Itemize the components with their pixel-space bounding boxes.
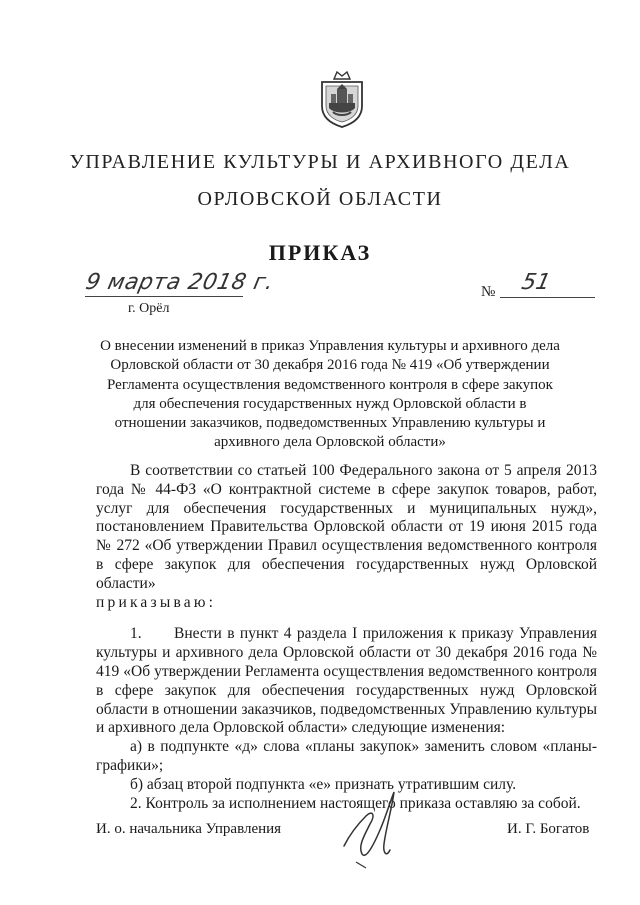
city-label: г. Орёл: [128, 301, 170, 316]
handwritten-date: 9 марта 2018 г.: [83, 270, 277, 295]
handwritten-number: 51: [519, 270, 553, 295]
date-underline: [85, 296, 243, 297]
number-underline: [500, 297, 595, 298]
document-type-title: ПРИКАЗ: [268, 240, 372, 265]
signatory-name: И. Г. Богатов: [507, 821, 590, 837]
item-2: 2. Контроль за исполнением настоящего приказа оставляю за собой.: [130, 794, 581, 812]
order-subject: О внесении изменений в приказ Управления культуры и архивного дела Орловской области от 30 декабря 2016 года № 419 «Об утверждении Регламента осуществления ведомственного контроля в сфере закупок для обеспечения государственных нужд Орловской области в отношении заказчиков, подведомственных Управлению культуры и архивного дела Орловской области»: [100, 338, 560, 451]
order-body: [96, 462, 601, 813]
order-word: приказываю:: [96, 593, 217, 611]
coat-of-arms-icon: [319, 70, 365, 128]
number-sign: №: [481, 284, 496, 300]
handwritten-signature-icon: [336, 784, 406, 870]
org-name-line2: ОРЛОВСКОЙ ОБЛАСТИ: [197, 188, 443, 210]
item-1b: б) абзац второй подпункта «е» признать утратившим силу.: [130, 775, 517, 793]
preamble-paragraph: В соответствии со статьей 100 Федерального закона от 5 апреля 2013 года № 44-ФЗ «О контрактной системе в сфере закупок товаров, работ, услуг для обеспечения государственных и муниципальных нужд», постановлением Правительства Орловской области от 19 июня 2015 года № 272 «Об утверждении Правил осуществления ведомственного контроля в сфере закупок для обеспечения государственных нужд Орловской области»: [96, 462, 597, 592]
item-1a: а) в подпункте «д» слова «планы закупок» заменить словом «планы-графики»;: [96, 738, 597, 774]
org-name-line1: УПРАВЛЕНИЕ КУЛЬТУРЫ И АРХИВНОГО ДЕЛА: [69, 151, 571, 173]
signatory-position: И. о. начальника Управления: [96, 821, 282, 837]
item-1: 1. Внести в пункт 4 раздела I приложения к приказу Управления культуры и архивного дела Орловской области от 30 декабря 2016 года № 419 «Об утверждении Регламента осуществления ведомственного контроля в сфере закупок для обеспечения государственных нужд Орловской области в отношении заказчиков, подведомственных Управлению культуры и архивного дела Орловской области» следующие изменения:: [96, 625, 601, 737]
